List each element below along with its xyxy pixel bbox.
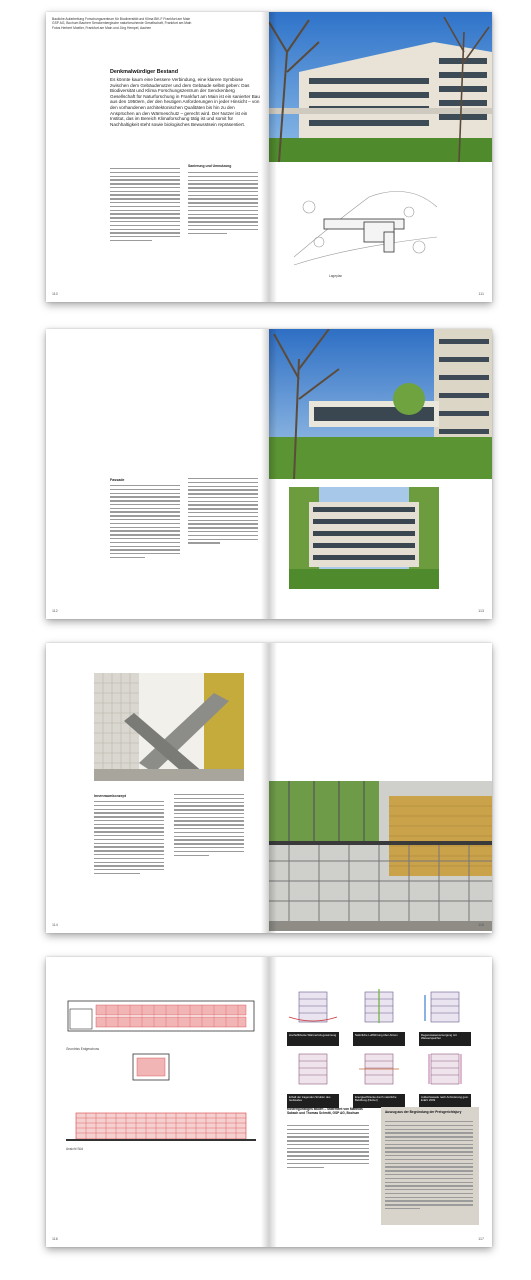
spread4-statement-title: Kostengünstiges Bauen – Statement von Matthias Sabach und Thomas Schmitt, GSP AG, Bochum xyxy=(287,1107,363,1115)
spread4-plan-label-2: Ansicht Süd xyxy=(66,1147,84,1151)
building-diagram-icon xyxy=(419,1049,471,1089)
spread4-left-page xyxy=(46,957,269,1247)
spread1-col2-text xyxy=(188,172,258,236)
spread4-tile-label-2: Natürliche Luftführung über Atrium xyxy=(353,1032,405,1046)
spread-3 xyxy=(46,643,492,933)
spread3-right-page xyxy=(269,643,492,933)
spread4-citation-box xyxy=(381,1107,479,1225)
spread4-tile-label-4: Erhalt der tragenden Struktur des Gebäudes xyxy=(287,1094,339,1108)
spread1-col2-heading: Sanierung und Umnutzung xyxy=(188,164,232,168)
spread-1 xyxy=(46,12,492,302)
spread4-citation-text xyxy=(385,1121,473,1212)
spread2-right-page xyxy=(269,329,492,619)
spread2-courtyard-photo xyxy=(269,329,492,479)
spread1-page-num-right: 111 xyxy=(478,292,484,296)
spread4-tile-6 xyxy=(419,1049,471,1108)
spread1-right-page xyxy=(269,12,492,302)
spread2-left-page xyxy=(46,329,269,619)
spread4-tile-label-1: Hocheffiziente Wärmerück-gewinnung xyxy=(287,1032,339,1046)
spread4-tile-3 xyxy=(419,987,471,1046)
spread4-statement-text xyxy=(287,1125,369,1170)
spread-4 xyxy=(46,957,492,1247)
building-diagram-icon xyxy=(287,1049,339,1089)
spread1-plan-caption: Lageplan xyxy=(329,274,343,278)
spread4-floor-plan xyxy=(66,995,256,1043)
spread1-header xyxy=(52,17,257,30)
spread1-building-photo xyxy=(269,12,492,162)
building-diagram-icon xyxy=(353,987,405,1027)
spread1-header-sub2: Fotos Herbert Moeller, Frankfurt am Main und Jörg Hempel, Aachen xyxy=(52,25,152,30)
spread3-col2-text xyxy=(174,794,244,858)
spread4-citation-title: Auszug aus der Begründung der Preisgerichtsjury xyxy=(385,1110,462,1114)
spread1-header-text: Bauliche Aufarbeitung Forschungszentrum für Biodiversität und Klima BiK-F Frankfurt am Main xyxy=(52,17,191,21)
spread1-intro: Es könnte kaum eine bessere Verbindung, eine klarere Symbiose zwischen dem Gebäudenutzer und dem Gebäude selbst geben: Das Biodiversität und Klima Forschungszentrum der Senckenberg Gesellschaft für Naturforschung in Frankfurt am Main ist ein sanierter Bau aus den 1950ern, der den heutigen Anforderungen in jeder Hinsicht – von den vorhandenen architektonischen Qualitäten bis hin zu den Ansprüchen an den Wärmeschutz – gerecht wird. Der Nutzer ist ein Institut, das im Bereich Klimaforschung tätig ist und somit für Nachhaltigkeit steht sowie biologisches Bewusstsein repräsentiert. xyxy=(110,77,260,127)
spread3-corridor-photo xyxy=(269,781,492,931)
spread4-tile-2 xyxy=(353,987,405,1046)
spread-2 xyxy=(46,329,492,619)
spread1-col1-text xyxy=(110,168,180,244)
spread1-header-sub1: GSP AG, Bochum Bauherr Senckenbergische naturforschende Gesellschaft, Frankfurt am Main xyxy=(52,21,192,26)
building-diagram-icon xyxy=(287,987,339,1027)
spread4-elevation-drawing xyxy=(66,1107,256,1143)
spread4-tile-label-5: Energieeffiziente durch natürliche Belüftung (Nutzer) xyxy=(353,1094,405,1108)
spread4-tile-5 xyxy=(353,1049,405,1108)
spread2-page-num-left: 112 xyxy=(52,609,58,613)
spread1-section-title: Denkmalwürdiger Bestand xyxy=(110,69,178,75)
spread3-stair-photo xyxy=(94,673,244,781)
spread3-page-num-right: 115 xyxy=(478,923,484,927)
spread2-page-num-right: 113 xyxy=(478,609,484,613)
spread1-left-page xyxy=(46,12,269,302)
spread1-site-plan xyxy=(289,187,439,267)
spread4-right-page xyxy=(269,957,492,1247)
building-diagram-icon xyxy=(419,987,471,1027)
spread4-page-num-left: 116 xyxy=(52,1237,58,1241)
building-diagram-icon xyxy=(353,1049,405,1089)
spread4-tile-label-6: Außenfassade nach Anforderung gem. EnEV 2009 xyxy=(419,1094,471,1108)
spread4-tile-label-3: Regenwasserversorgung mit Wasserspeicher xyxy=(419,1032,471,1046)
spread2-col1-text xyxy=(110,485,180,561)
spread4-plan-label-1: Grundriss Erdgeschoss xyxy=(66,1047,100,1051)
spread3-section-title: Innenraumkonzept xyxy=(94,794,126,798)
spread4-tile-1 xyxy=(287,987,339,1046)
spread4-tile-4 xyxy=(287,1049,339,1108)
spread4-page-num-right: 117 xyxy=(478,1237,484,1241)
spread3-col1-text xyxy=(94,801,164,877)
spread4-section-drawing xyxy=(131,1052,171,1082)
spread1-page-num-left: 110 xyxy=(52,292,58,296)
spread3-page-num-left: 114 xyxy=(52,923,58,927)
spread3-left-page xyxy=(46,643,269,933)
spread2-col2-text xyxy=(188,478,258,546)
spread2-fassade-title: Fassade xyxy=(110,478,125,482)
spread2-facade-photo xyxy=(289,487,439,589)
